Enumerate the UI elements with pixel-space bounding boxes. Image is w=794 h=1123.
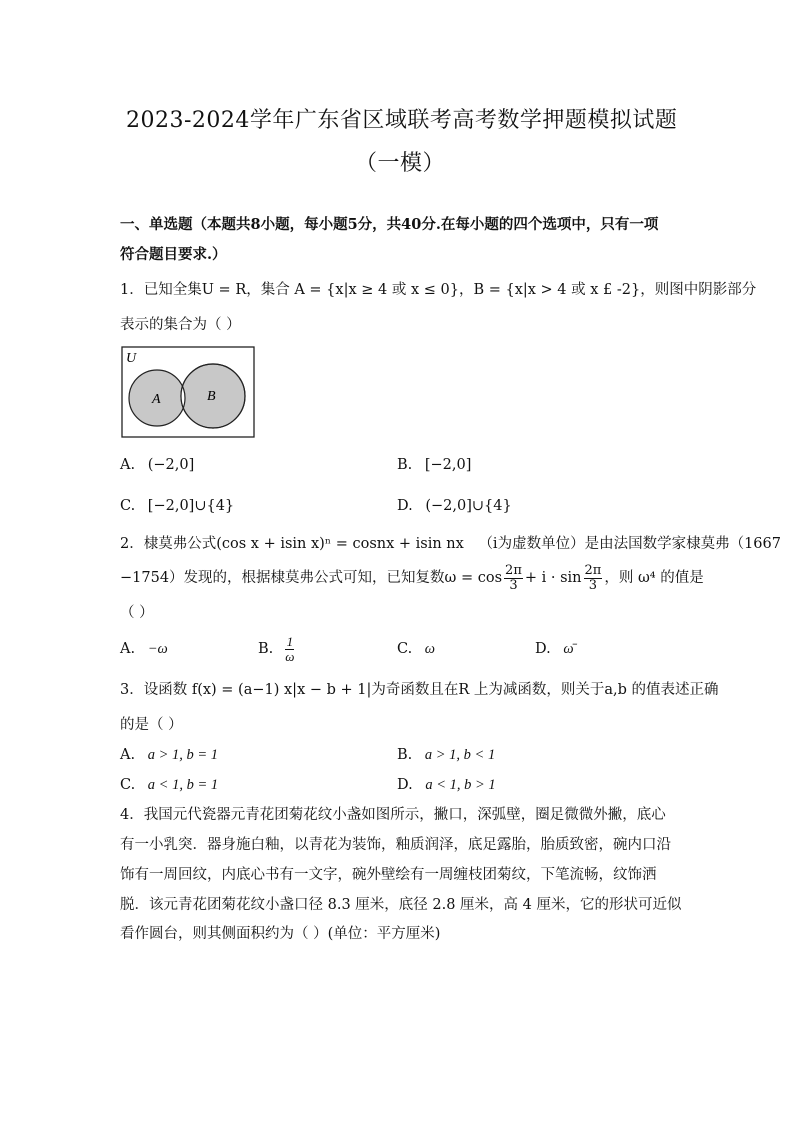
option-label: B.	[397, 457, 413, 473]
q3-stem-line2: 的是（ ）	[120, 717, 183, 733]
q2-text: （i为虚数单位）是由法国数学家棣莫弗（1667	[478, 536, 781, 552]
option-text: [−2,0]∪{4}	[147, 498, 235, 514]
section-heading-line1: 一、单选题（本题共8小题，每小题5分，共40分.在每小题的四个选项中，只有一项	[120, 216, 659, 233]
q2-stem-line3: （ ）	[120, 605, 154, 621]
option-label: A.	[120, 641, 136, 657]
q2-option-c[interactable]	[397, 642, 435, 657]
q4-stem-line4: 脱．该元青花团菊花纹小盏口径 8.3 厘米，底径 2.8 厘米，高 4 厘米，它的形状可近似	[120, 897, 682, 913]
section-heading-line2: 符合题目要求.）	[120, 246, 227, 263]
q2-text-b: + i · sin	[524, 569, 582, 586]
option-label: C.	[120, 777, 136, 793]
set-b-label: B	[207, 389, 216, 404]
q4-stem-line3: 饰有一周回纹，内底心书有一文字，碗外壁绘有一周缠枝团菊纹，下笔流畅，纹饰洒	[120, 867, 657, 883]
option-text: a > 1, b < 1	[424, 747, 496, 763]
q3-option-a[interactable]	[120, 748, 218, 763]
option-label: A.	[120, 747, 136, 763]
option-label: B.	[397, 747, 413, 763]
q2-option-a[interactable]	[120, 642, 168, 657]
option-label: D.	[397, 777, 413, 793]
option-label: B.	[258, 640, 274, 657]
option-label: C.	[120, 498, 136, 514]
universe-label: U	[126, 351, 137, 366]
q1-stem-line1: 1．已知全集U = R，集合 A = {x|x ≥ 4 或 x ≤ 0}，B = {x|x > 4 或 x £ -2}，则图中阴影部分	[120, 282, 757, 298]
option-text: ω	[424, 641, 436, 657]
exam-title-line2: （一模）	[355, 151, 446, 176]
option-text: (−2,0]∪{4}	[425, 498, 512, 514]
option-text: −ω	[147, 641, 168, 657]
venn-diagram	[120, 345, 256, 439]
q4-stem-line1: 4．我国元代瓷器元青花团菊花纹小盏如图所示，撇口，深弧壁，圈足微微外撇，底心	[120, 807, 666, 823]
fraction-2pi-3-second: $\frac{2\pi}{3}$	[584, 562, 602, 593]
option-text: a < 1, b = 1	[147, 777, 219, 793]
q1-option-a[interactable]	[120, 458, 194, 473]
q2-option-d[interactable]	[535, 642, 574, 657]
q2-option-b[interactable]	[258, 632, 296, 666]
q2-stem-line1	[120, 537, 781, 552]
option-text: a > 1, b = 1	[147, 747, 219, 763]
option-fraction: $\frac{1}{\omega}$	[285, 633, 295, 664]
set-a-label: A	[152, 392, 161, 407]
option-text: (−2,0]	[147, 457, 195, 473]
q4-stem-line5: 看作圆台，则其侧面积约为（ ）(单位：平方厘米)	[120, 926, 441, 942]
q1-option-d[interactable]	[397, 499, 512, 514]
option-label: D.	[535, 641, 551, 657]
q3-option-b[interactable]	[397, 748, 495, 763]
q2-text-a: −1754）发现的，根据棣莫弗公式可知，已知复数ω = cos	[120, 569, 503, 586]
q2-text-c: ，则 ω⁴ 的值是	[604, 569, 704, 586]
q3-option-d[interactable]	[397, 778, 496, 793]
q3-stem-line1: 3．设函数 f(x) = (a−1) x|x − b + 1|为奇函数且在R 上为减函数，则关于a,b 的值表述正确	[120, 682, 719, 698]
q1-option-c[interactable]	[120, 499, 234, 514]
q2-formula: 2．棣莫弗公式(cos x + isin x)ⁿ = cosnx + isin nx	[120, 536, 464, 552]
fraction-2pi-3: $\frac{2\pi}{3}$	[505, 562, 522, 593]
option-label: D.	[397, 498, 413, 514]
q3-option-c[interactable]	[120, 778, 218, 793]
q4-stem-line2: 有一小乳突．器身施白釉，以青花为装饰，釉质润泽，底足露胎，胎质致密，碗内口沿	[120, 837, 671, 853]
option-text: [−2,0]	[424, 457, 472, 473]
option-label: C.	[397, 641, 413, 657]
q1-option-b[interactable]	[397, 458, 471, 473]
option-text: ω̄	[563, 641, 574, 657]
option-text: a < 1, b > 1	[425, 777, 496, 793]
q1-stem-line2: 表示的集合为（ ）	[120, 317, 241, 333]
option-label: A.	[120, 457, 136, 473]
exam-title-line1: 2023-2024学年广东省区域联考高考数学押题模拟试题	[126, 108, 678, 133]
q2-stem-line2	[120, 560, 704, 596]
